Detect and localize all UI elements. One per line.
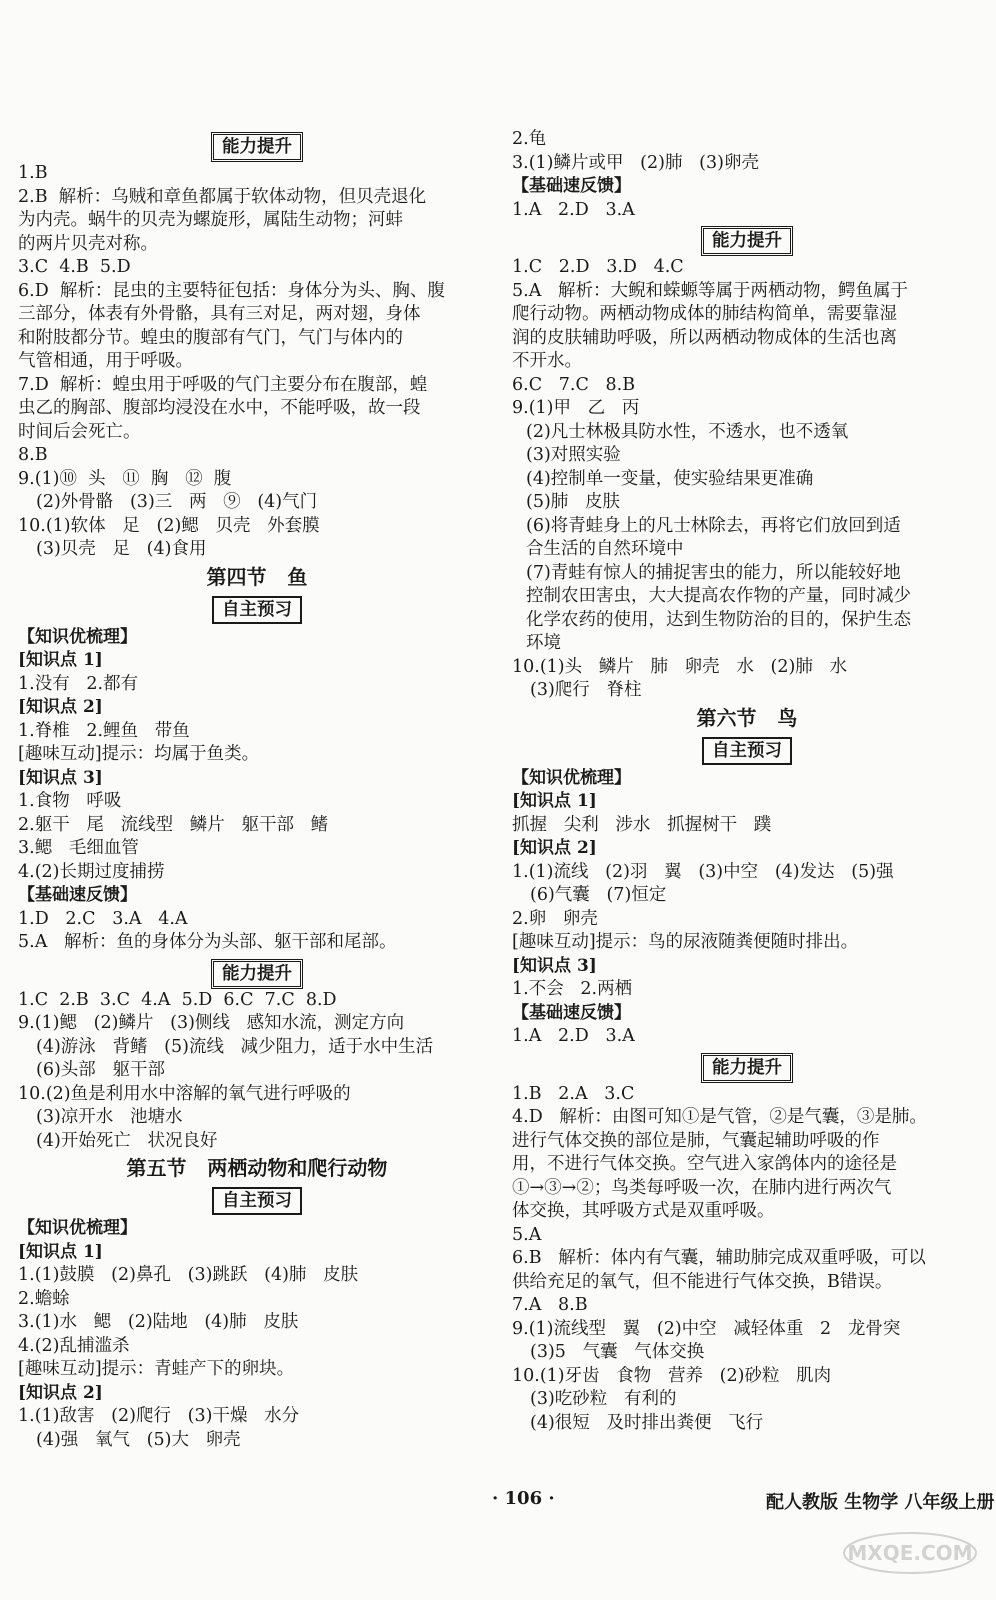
answer-line: 1.脊椎 2.鲤鱼 带鱼 [18, 720, 190, 741]
answer-line: 合生活的自然环境中 [526, 539, 684, 559]
answer-line: 10.(2)鱼是利用水中溶解的氧气进行呼吸的 [18, 1083, 351, 1104]
page-footer [0, 1488, 996, 1518]
answer-line: (4)很短 及时排出粪便 飞行 [530, 1412, 764, 1433]
answer-line: (4)控制单一变量，使实验结果更准确 [526, 468, 814, 489]
answer-line: 6.D 解析：昆虫的主要特征包括：身体分为头、胸、腹 [18, 280, 445, 301]
answer-line: (3)爬行 脊柱 [530, 680, 642, 700]
answer-line: 2.卵 卵壳 [512, 908, 598, 929]
subheading-line: 【基础速反馈】 [18, 885, 137, 905]
answer-line: 4.D 解析：由图可知①是气管，②是气囊，③是肺。 [512, 1107, 927, 1127]
answer-line: 控制农田害虫，大大提高农作物的产量，同时减少 [526, 586, 911, 606]
answer-line: 6.B 解析：体内有气囊，辅助肺完成双重呼吸，可以 [512, 1248, 926, 1268]
answer-line: ①→③→②；鸟类每呼吸一次，在肺内进行两次气 [512, 1177, 892, 1198]
answer-line: (2)外骨骼 (3)三 两 ⑨ (4)气门 [36, 492, 318, 512]
section-box [512, 222, 982, 256]
answer-line: 1.没有 2.都有 [18, 673, 139, 694]
answer-line: 1.B 2.A 3.C [512, 1083, 635, 1104]
answer-line: (7)青蛙有惊人的捕捉害虫的能力，所以能较好地 [526, 562, 901, 583]
answer-line: 2.蟾蜍 [18, 1288, 70, 1309]
answer-line: 虫乙的胸部、腹部均浸没在水中，不能呼吸，故一段 [18, 398, 421, 418]
answer-line: 5.A 解析：鱼的身体分为头部、躯干部和尾部。 [18, 932, 397, 952]
answer-line: 10.(1)头 鳞片 肺 卵壳 水 (2)肺 水 [512, 656, 848, 677]
section-box-title: 能力提升 [701, 226, 793, 256]
answer-line: 7.D 解析：蝗虫用于呼吸的气门主要分布在腹部，蝗 [18, 374, 428, 395]
answer-line: 2.龟 [512, 129, 547, 149]
subheading-line: 【基础速反馈】 [512, 1002, 631, 1023]
subheading-line: 【知识优梳理】 [18, 1218, 137, 1238]
right-column [512, 128, 982, 1435]
answer-line: (6)头部 躯干部 [36, 1060, 165, 1080]
answer-line: (2)凡士林极具防水性，不透水，也不透氧 [526, 421, 849, 442]
answer-line: 润的皮肤辅助呼吸，所以两栖动物成体的生活也离 [512, 327, 897, 348]
answer-line: 10.(1)软体 足 (2)鳃 贝壳 外套膜 [18, 515, 320, 536]
answer-line: 三部分，体表有外骨骼，具有三对足，两对翅，身体 [18, 304, 421, 324]
answer-line: 环境 [526, 633, 561, 653]
answer-line: (4)游泳 背鳍 (5)流线 减少阻力，适于水中生活 [36, 1036, 434, 1057]
answer-line: 1.B [18, 163, 48, 183]
subheading-line: [知识点 1] [18, 650, 103, 670]
answer-line: 7.A 8.B [512, 1295, 588, 1315]
section-box-title: 自主预习 [702, 737, 792, 765]
section-box-title: 能力提升 [211, 132, 303, 162]
answer-line: (5)肺 皮肤 [526, 492, 620, 512]
answer-line: 2.躯干 尾 流线型 鳞片 躯干部 鳍 [18, 814, 329, 835]
answer-line: 8.B [18, 445, 48, 465]
answer-line: 进行气体交换的部位是肺，气囊起辅助呼吸的作 [512, 1130, 880, 1151]
answer-line: 1.(1)敌害 (2)爬行 (3)干燥 水分 [18, 1406, 300, 1426]
section-box [18, 128, 496, 162]
answer-line: 供给充足的氧气，但不能进行气体交换，B错误。 [512, 1271, 893, 1292]
answer-line: 气管相通，用于呼吸。 [18, 351, 193, 371]
subheading-line: 【知识优梳理】 [512, 767, 631, 788]
answer-line: 3.C 4.B 5.D [18, 257, 131, 277]
section-box-title: 能力提升 [701, 1053, 793, 1083]
section-box [18, 592, 496, 626]
answer-line: 1.A 2.D 3.A [512, 1026, 635, 1046]
answer-line: 1.食物 呼吸 [18, 791, 122, 811]
answer-line: 1.C 2.D 3.D 4.C [512, 257, 684, 277]
answer-line: 时间后会死亡。 [18, 421, 141, 442]
answer-line: 1.C 2.B 3.C 4.A 5.D 6.C 7.C 8.D [18, 989, 337, 1010]
section-heading: 第四节 鱼 [206, 564, 308, 589]
answer-line: 3.(1)鳞片或甲 (2)肺 (3)卵壳 [512, 152, 759, 173]
section-box [512, 1049, 982, 1083]
answer-line: 1.(1)流线 (2)羽 翼 (3)中空 (4)发达 (5)强 [512, 861, 894, 882]
answer-line: 3.(1)水 鳃 (2)陆地 (4)肺 皮肤 [18, 1312, 299, 1332]
answer-line: 9.(1)甲 乙 丙 [512, 398, 640, 418]
answer-line: (3)5 气囊 气体交换 [530, 1342, 705, 1362]
section-heading: 第五节 两栖动物和爬行动物 [126, 1156, 388, 1180]
subheading-line: [知识点 3] [18, 767, 103, 788]
answer-line: (6)气囊 (7)恒定 [530, 885, 667, 905]
page-number: · 106 · [492, 1488, 555, 1509]
answer-line: 5.A 解析：大鲵和蝾螈等属于两栖动物，鳄鱼属于 [512, 280, 909, 301]
answer-line: 爬行动物。两栖动物成体的肺结构简单，需要靠湿 [512, 304, 897, 324]
answer-line: 为内壳。蜗牛的贝壳为螺旋形，属陆生动物；河蚌 [18, 210, 403, 230]
section-box [512, 733, 982, 767]
section-box [18, 1183, 496, 1217]
answer-line: [趣味互动]提示：鸟的尿液随粪便随时排出。 [512, 932, 859, 952]
subheading-line: [知识点 2] [512, 838, 597, 858]
answer-line: 化学农药的使用，达到生物防治的目的，保护生态 [526, 609, 911, 630]
answer-line: (3)贝壳 足 (4)食用 [36, 539, 207, 559]
section-heading: 第六节 鸟 [696, 705, 798, 730]
answer-line: (3)对照实验 [526, 445, 621, 465]
answer-line: 1.A 2.D 3.A [512, 199, 635, 220]
answer-line: 4.(2)乱捕滥杀 [18, 1335, 130, 1356]
answer-line: (4)开始死亡 状况良好 [36, 1130, 218, 1151]
subheading-line: [知识点 3] [512, 955, 597, 976]
answer-line: 1.不会 2.两栖 [512, 979, 633, 999]
edition-label: 配人教版 生物学 八年级上册 [766, 1492, 995, 1513]
answer-line: (6)将青蛙身上的凡士林除去，再将它们放回到适 [526, 515, 901, 536]
answer-line: 1.(1)鼓膜 (2)鼻孔 (3)跳跃 (4)肺 皮肤 [18, 1265, 359, 1285]
left-column [18, 128, 496, 1452]
answer-line: (3)凉开水 池塘水 [36, 1107, 183, 1127]
answer-line: 抓握 尖利 涉水 抓握树干 蹼 [512, 814, 772, 835]
answer-line: 体交换，其呼吸方式是双重呼吸。 [512, 1201, 775, 1221]
answer-line: 用，不进行气体交换。空气进入家鸽体内的途径是 [512, 1154, 897, 1174]
answer-line: 9.(1)⑩ 头 ⑪ 胸 ⑫ 腹 [18, 468, 232, 489]
answer-line: 6.C 7.C 8.B [512, 374, 636, 395]
subheading-line: [知识点 2] [18, 697, 103, 717]
subheading-line: 【基础速反馈】 [512, 176, 631, 196]
answer-line: 和附肢都分节。蝗虫的腹部有气门，气门与体内的 [18, 327, 403, 348]
watermark-text: MXQE.COM [847, 1541, 973, 1565]
answer-line: [趣味互动]提示：青蛙产下的卵块。 [18, 1359, 295, 1379]
section-box-title: 能力提升 [211, 959, 303, 989]
answer-line: 不开水。 [512, 351, 582, 371]
answer-line: 5.A [512, 1224, 542, 1245]
answer-line: 3.鳃 毛细血管 [18, 838, 139, 858]
answer-line: 的两片贝壳对称。 [18, 233, 158, 254]
section-box [18, 955, 496, 989]
answer-line: 10.(1)牙齿 食物 营养 (2)砂粒 肌肉 [512, 1365, 832, 1386]
answer-line: 4.(2)长期过度捕捞 [18, 861, 165, 882]
subheading-line: [知识点 1] [512, 791, 597, 811]
subheading-line: [知识点 1] [18, 1241, 103, 1262]
section-box-title: 自主预习 [212, 596, 302, 624]
answer-line: [趣味互动]提示：均属于鱼类。 [18, 744, 260, 764]
answer-line: 9.(1)鳃 (2)鳞片 (3)侧线 感知水流，测定方向 [18, 1013, 405, 1033]
answer-line: 9.(1)流线型 翼 (2)中空 减轻体重 2 龙骨突 [512, 1318, 901, 1339]
section-box-title: 自主预习 [212, 1187, 302, 1215]
subheading-line: [知识点 2] [18, 1382, 103, 1403]
answer-line: (4)强 氧气 (5)大 卵壳 [36, 1429, 241, 1450]
subheading-line: 【知识优梳理】 [18, 626, 137, 647]
answer-line: 2.B 解析：乌贼和章鱼都属于软体动物，但贝壳退化 [18, 186, 427, 207]
answer-line: 1.D 2.C 3.A 4.A [18, 908, 188, 929]
watermark-logo [830, 1527, 990, 1591]
answer-line: (3)吃砂粒 有利的 [530, 1389, 677, 1409]
